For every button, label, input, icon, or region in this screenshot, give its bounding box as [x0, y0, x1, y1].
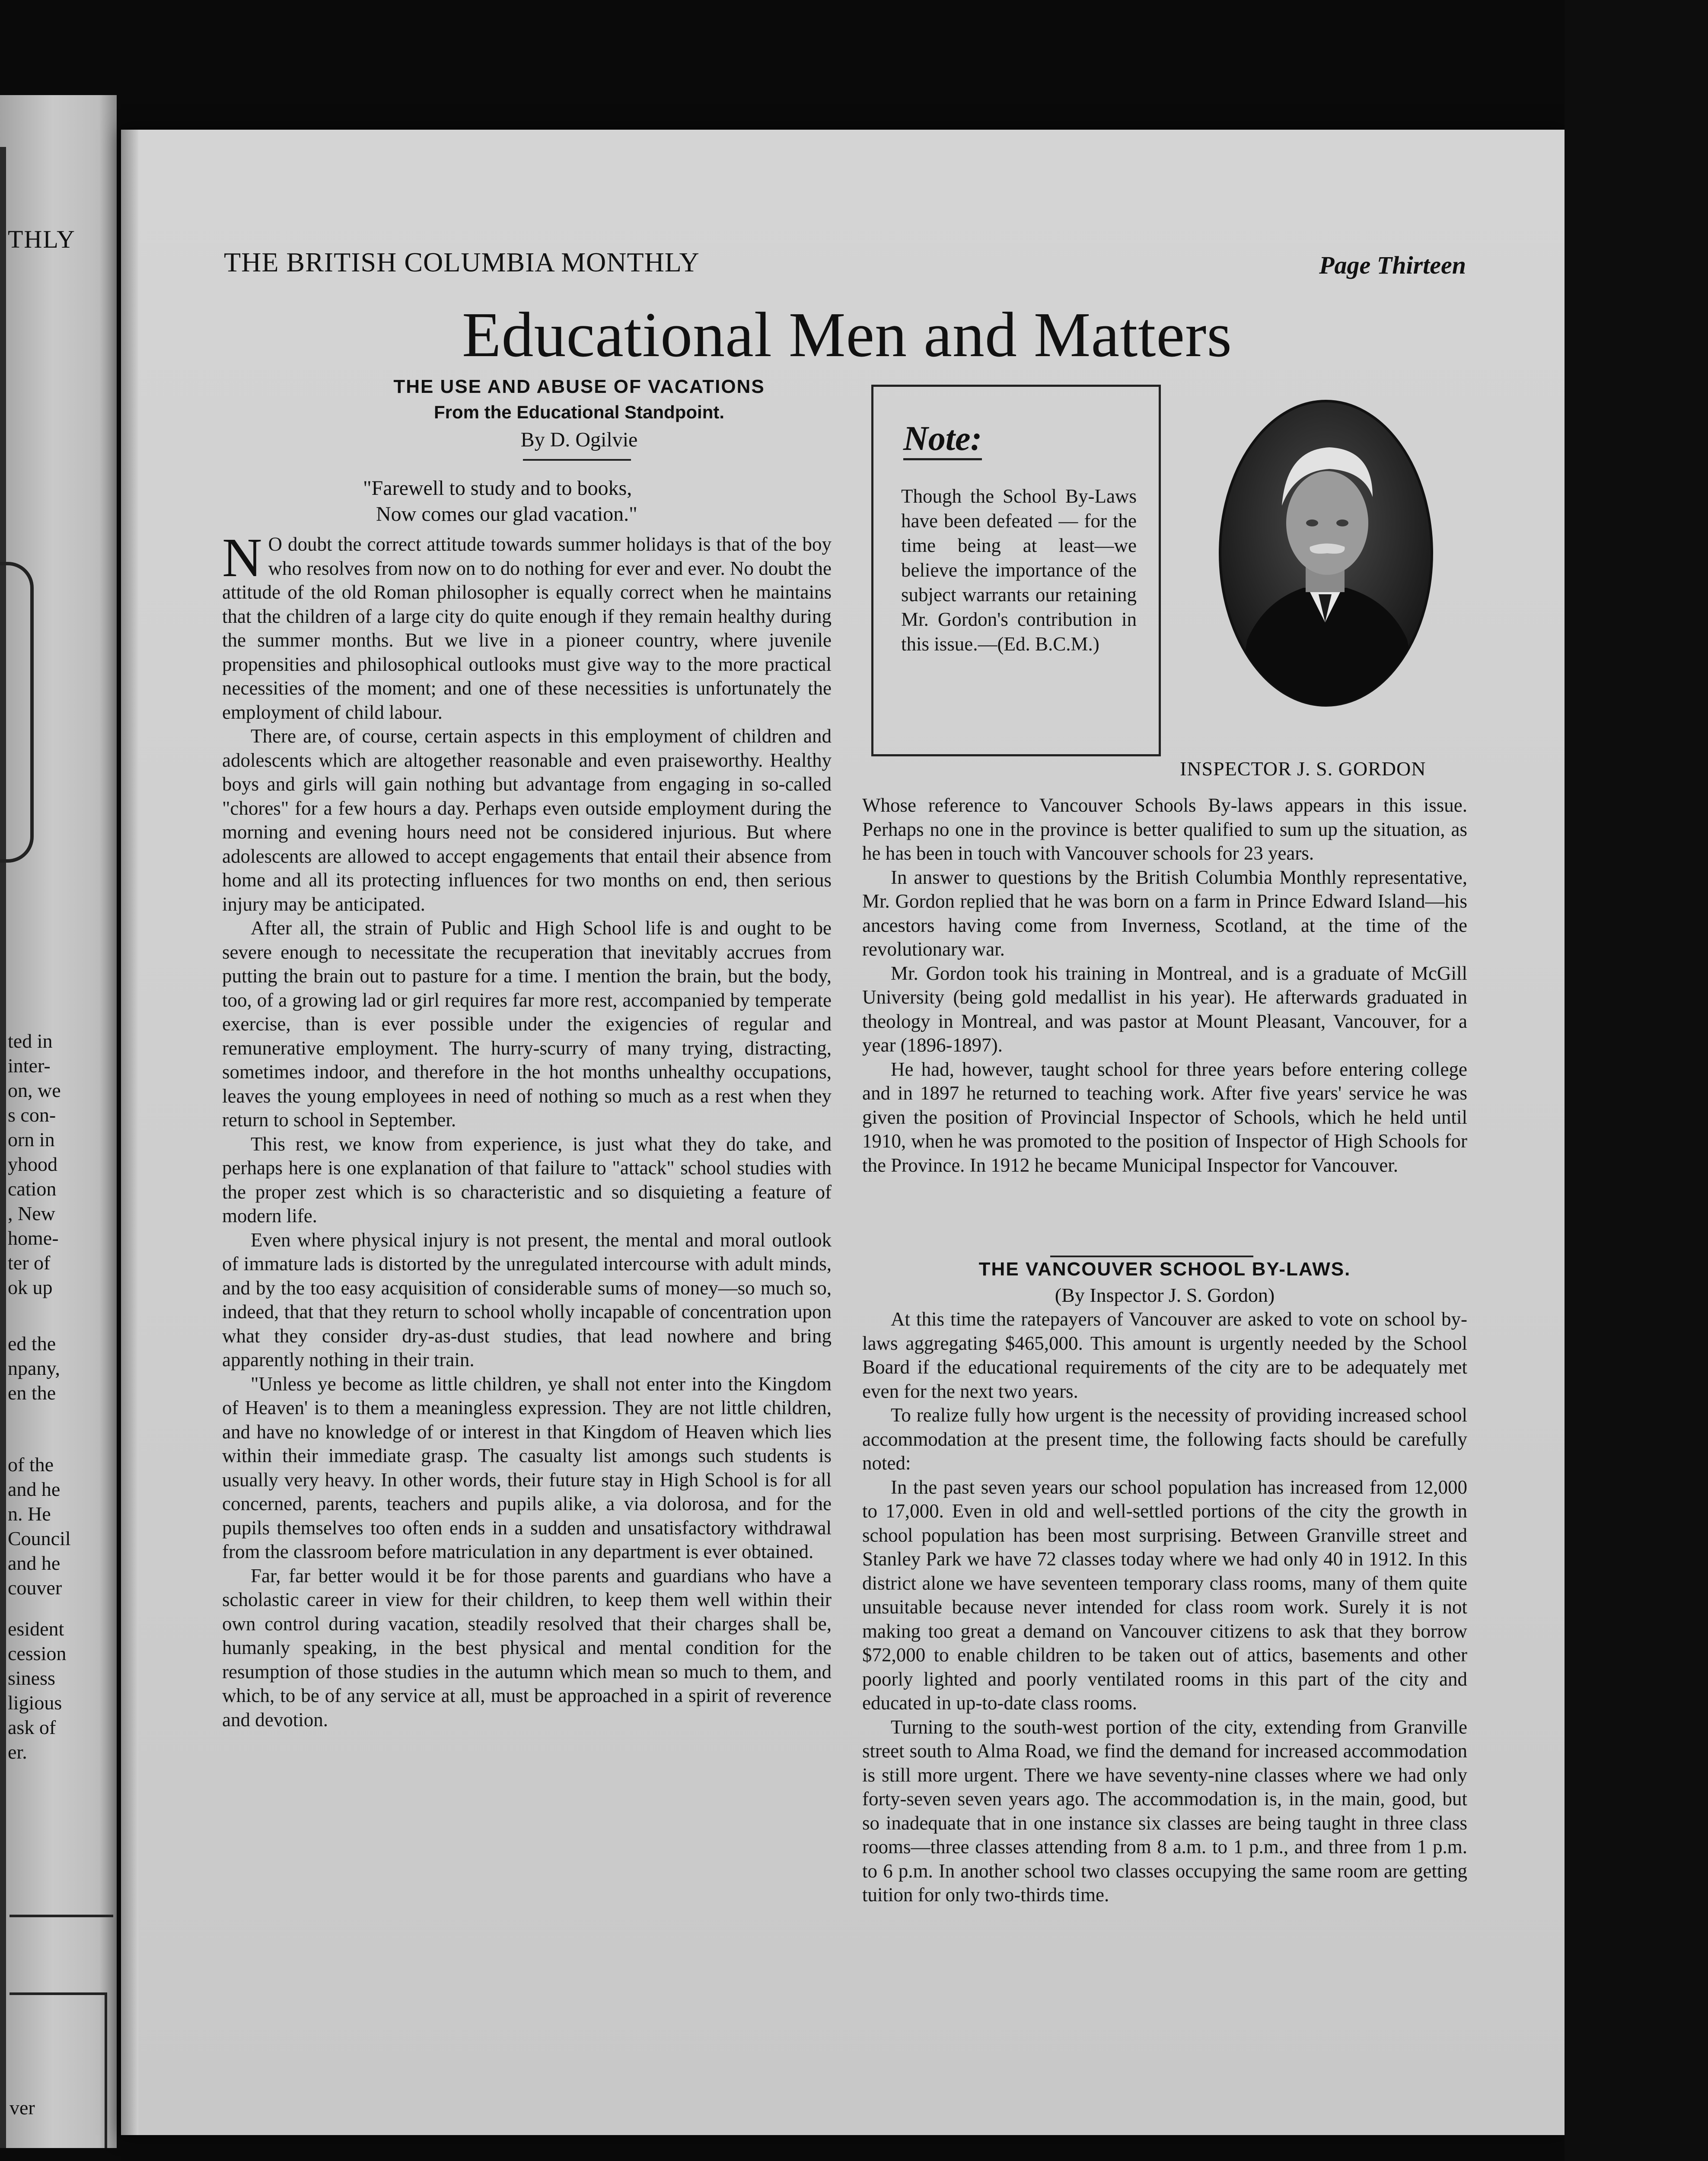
- left-text-fragment: n. He: [8, 1503, 51, 1525]
- bylaws-paragraph: At this time the ratepayers of Vancouver are asked to vote on school by-laws aggregating $465,000. This amount is urgently needed by the School Board if the educational requirements of the city are to be adequately met even for the next two years.: [862, 1308, 1467, 1402]
- left-text-fragment: ligious: [8, 1692, 62, 1714]
- left-text-fragment: en the: [8, 1382, 56, 1404]
- left-text-fragment: npany,: [8, 1357, 60, 1379]
- bio-paragraph: Whose reference to Vancouver Schools By-laws appears in this issue. Perhaps no one in the province is better qualified to sum up the situation, as he has been in touch with Vancouver schools for 23 years.: [862, 794, 1467, 864]
- left-text-fragment: on, we: [8, 1079, 61, 1101]
- section-heading: THE VANCOUVER SCHOOL BY-LAWS.: [978, 1259, 1351, 1280]
- left-text-fragment: inter-: [8, 1055, 51, 1077]
- epigraph: [363, 475, 752, 527]
- left-text-fragment: ok up: [8, 1276, 53, 1298]
- left-text-fragment: ter of: [8, 1252, 51, 1274]
- left-text-fragment: of the: [8, 1453, 54, 1476]
- article-paragraph: There are, of course, certain aspects in this employment of children and adolescents which are altogether reasonable and even praiseworthy. Healthy boys and girls will gain nothing but advantage from engaging in so-called "chores" for a few hours a day. Perhaps even outside employment during the morning and evening hours need not be considered injurious. But where adolescents are allowed to accept engagements that entail their absence from home and all its protecting influences for two months on end, then serious injury may be anticipated.: [222, 725, 832, 915]
- bio-paragraph: He had, however, taught school for three years before entering college and in 1897 he returned to teaching work. After five years' service he was given the position of Provincial Inspector of Schools, which he held until 1910, when he was promoted to the position of Inspector of High Schools for the Province. In 1912 he became Municipal Inspector for Vancouver.: [862, 1058, 1467, 1176]
- left-ornament-border: [0, 562, 34, 863]
- left-box-fragment: ver: [10, 2097, 35, 2119]
- page-number: Page Thirteen: [1319, 251, 1466, 279]
- note-title: Note:: [903, 419, 982, 460]
- left-text-fragments-c: [8, 1452, 71, 1600]
- left-text-fragments-d: [8, 1616, 66, 1764]
- portrait-photo: [1217, 398, 1435, 709]
- left-text-fragment: er.: [8, 1741, 27, 1763]
- left-text-fragment: and he: [8, 1552, 61, 1574]
- left-text-fragment: home-: [8, 1227, 59, 1249]
- running-head: THE BRITISH COLUMBIA MONTHLY: [224, 247, 700, 277]
- article-body-left-column: [222, 527, 832, 1732]
- left-text-fragment: cession: [8, 1642, 67, 1664]
- bylaws-paragraph: To realize fully how urgent is the necessity of providing increased school accommodation at the present time, the following facts should be carefully noted:: [862, 1404, 1467, 1474]
- bylaws-paragraph: Turning to the south-west portion of the city, extending from Granville street south to Alma Road, we find the demand for increased accommodation is still more urgent. There we have seventy-nine classes where we had only forty-seven seven years ago. The accommodation is, in the main, good, but so inadequate that in one instance six classes are being taught in three class rooms—three classes attending from 8 a.m. to 1 p.m., and three from 1 p.m. to 6 p.m. In another school two classes occupying the same room are getting tuition for only two-thirds time.: [862, 1716, 1467, 1906]
- scan-background-edge: [1565, 0, 1708, 2161]
- article-byline: By D. Ogilvie: [520, 428, 638, 451]
- left-text-fragment: and he: [8, 1478, 61, 1500]
- left-text-fragment: orn in: [8, 1128, 55, 1151]
- article-paragraph: This rest, we know from experience, is just what they do take, and perhaps here is one explanation of that failure to "attack" school studies with the proper zest which is so characteristic and so disquieting a feature of modern life.: [222, 1133, 832, 1227]
- article-paragraph: "Unless ye become as little children, ye shall not enter into the Kingdom of Heaven' is to them a meaningless expression. They are not little children, and have no knowledge of or interest in that Kingdom of Heaven which lies within their immediate grasp. The casualty list amongs such students is usually very heavy. In other words, their future stay in High School is for all concerned, parents, teachers and pupils alike, a via dolorosa, and for the pupils themselves too often ends in a sudden and unsatisfactory withdrawal from the classroom before matriculation in any department is ever obtained.: [222, 1373, 832, 1562]
- bio-paragraph: Mr. Gordon took his training in Montreal, and is a graduate of McGill University (being gold medallist in his year). He afterwards graduated in theology in Montreal, and was pastor at Mount Pleasant, Vancouver, for a year (1896-1897).: [862, 962, 1467, 1056]
- bylaws-paragraph: In the past seven years our school population has increased from 12,000 to 17,000. Even in old and well-settled portions of the city the growth in school population has been most surprising. Between Granville street and Stanley Park we have 72 classes today where we had only 40 in 1912. In this district alone we have seventeen temporary class rooms, many of them quite unsuitable because never intended for class room work. Surely it is not making too great a demand on Vancouver citizens to ask that they borrow $72,000 to enable children to be taken out of attics, basements and other poorly lighted and poorly ventilated rooms in this part of the city and educated in up-to-date class rooms.: [862, 1476, 1467, 1714]
- left-text-fragment: esident: [8, 1618, 64, 1640]
- left-text-fragment: ted in: [8, 1030, 53, 1052]
- left-rule: [10, 1915, 113, 1917]
- paragraph-text: O doubt the correct attitude towards summer holidays is that of the boy who resolves from now on to do nothing for ever and ever. No doubt the attitude of the old Roman philosopher is equally correct when he maintains that the children of a large city do quite enough if they remain healthy during the summer months. But we live in a pioneer country, where juvenile propensities and philosophical outlooks must give way to the more practical necessities of the moment; and one of these necessities is unfortunately the employment of child labour.: [222, 533, 832, 723]
- page-gutter-shadow: [121, 130, 138, 2135]
- left-text-fragment: yhood: [8, 1153, 57, 1175]
- section-rule: [1050, 1256, 1253, 1257]
- left-text-fragment: ed the: [8, 1332, 56, 1355]
- bio-paragraph: In answer to questions by the British Columbia Monthly representative, Mr. Gordon replied that he was born on a farm in Prince Edward Island—his ancestors having come from Inverness, Scotland, at the time of the revolutionary war.: [862, 866, 1467, 960]
- left-text-fragment: , New: [8, 1202, 55, 1224]
- epigraph-line: Now comes our glad vacation.": [376, 503, 637, 526]
- left-text-fragment: ask of: [8, 1716, 56, 1738]
- left-text-fragment: s con-: [8, 1104, 56, 1126]
- bylaws-article-column: [862, 1307, 1467, 1907]
- left-running-head-fragment: THLY: [8, 225, 76, 253]
- left-text-fragments-b: [8, 1331, 60, 1405]
- left-text-fragment: cation: [8, 1178, 57, 1200]
- left-ad-box: [10, 1992, 107, 2148]
- article-paragraph: After all, the strain of Public and High School life is and ought to be severe enough to necessitate the recuperation that inevitably accrues from putting the brain out to pasture for a time. I mention the brain, but the body, too, of a growing lad or girl requires far more rest, accompanied by temperate exercise, than is ever possible under the exigencies of regular and remunerative employment. The hurry-scurry of many trying, distracting, sometimes indoor, and therefore in the hot months unhealthy occupations, leaves the young employees in need of nothing so much as a rest when they return to school in September.: [222, 917, 832, 1131]
- epigraph-line: "Farewell to study and to books,: [363, 477, 632, 500]
- left-text-fragments-a: [8, 1029, 61, 1300]
- gordon-bio-column: [862, 794, 1467, 1177]
- portrait-caption: INSPECTOR J. S. GORDON: [1180, 758, 1426, 780]
- drop-cap: N: [222, 527, 262, 588]
- left-text-fragment: couver: [8, 1577, 62, 1599]
- left-text-fragment: Council: [8, 1527, 71, 1549]
- section-byline: (By Inspector J. S. Gordon): [1055, 1284, 1275, 1306]
- article-subheading: From the Educational Standpoint.: [434, 402, 724, 422]
- left-facing-page: [0, 95, 117, 2148]
- article-heading: THE USE AND ABUSE OF VACATIONS: [393, 376, 765, 397]
- article-paragraph: Even where physical injury is not present, the mental and moral outlook of immature lads is distorted by the unregulated intercourse with adult minds, and by the too easy acquisition of considerable sums of money—so much so, indeed, that that they return to school wholly incapable of concentration upon what they consider dry-as-dust studies, that lead nowhere and bring apparently nothing in their train.: [222, 1229, 832, 1371]
- article-paragraph: [222, 527, 832, 724]
- byline-rule: [523, 459, 631, 461]
- page-title: Educational Men and Matters: [462, 300, 1232, 370]
- left-text-fragment: siness: [8, 1667, 55, 1689]
- article-paragraph: Far, far better would it be for those parents and guardians who have a scholastic career in view for their children, to keep them well within their own control during vacation, steadily resolved that their charges shall be, humanly speaking, in the best physical and mental condition for the resumption of those studies in the autumn which mean so much to them, and which, to be of any service at all, must be approached in a spirit of reverence and devotion.: [222, 1565, 832, 1731]
- note-text: Though the School By-Laws have been defeated — for the time being at least—we believe the importance of the subject warrants our retaining Mr. Gordon's contribution in this issue.—(Ed. B.C.M.): [901, 485, 1137, 655]
- book-cover-edge: [0, 147, 6, 2148]
